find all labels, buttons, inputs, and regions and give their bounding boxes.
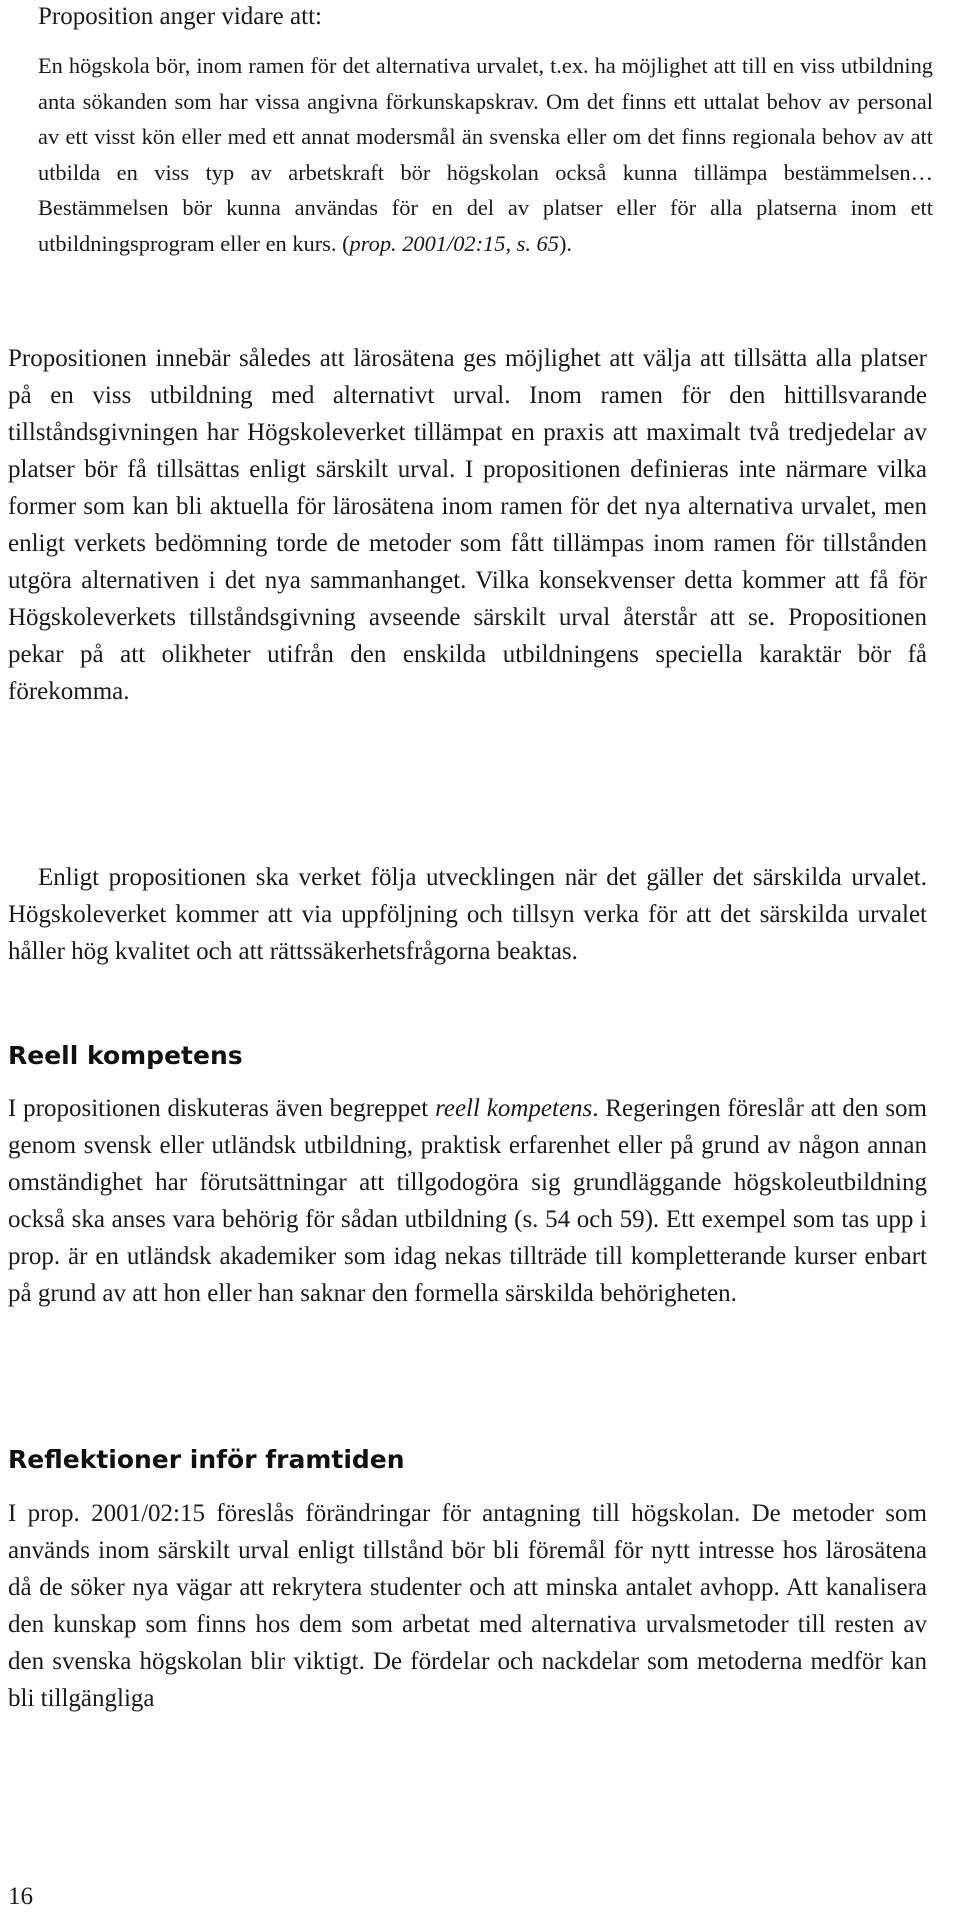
paragraph-reflektioner: I prop. 2001/02:15 föreslås förändringar för antagning till högskolan. De metoder som används inom särskilt urval enligt tillstånd bör bli föremål för nytt intresse hos lärosätena då de söker nya vägar att rekrytera studenter och att minska antalet avhopp. Att kanalisera den kunskap som finns hos dem som arbetat med alternativa urvalsmetoder till resten av den svenska högskolan blir viktigt. De fördelar och nackdelar som metoderna medför kan bli tillgängliga [8,1500,927,1712]
quote-reference: prop. 2001/02:15, s. 65 [349,230,559,256]
paragraph-enligt-propositionen: Enligt propositionen ska verket följa utvecklingen när det gäller det särskilda urvalet. Högskoleverket kommer att via uppföljning och tillsyn verka för att det särskilda urvalet håller hög kvalitet och att rättssäkerhetsfrågorna beaktas. [8,864,927,965]
paragraph-reell-kompetens [8,1090,927,1312]
intro-heading: Proposition anger vidare att: [38,3,322,30]
page-number: 16 [8,1883,33,1910]
quote-text: En högskola bör, inom ramen för det alternativa urvalet, t.ex. ha möjlighet att till en viss utbildning anta sökanden som har vissa angivna förkunskapskrav. Om det finns ett uttalat behov av personal av ett visst kön eller med ett annat modersmål än svenska eller om det finns regionala behov av att utbilda en viss typ av arbetskraft bör högskolan också kunna tillämpa bestämmelsen… Bestämmelsen bör kunna användas för en del av platser eller för alla platserna inom ett utbildningsprogram eller en kurs. ( [38,53,933,256]
quote-end: ). [558,230,573,256]
reell-term: reell kompetens [435,1095,593,1122]
paragraph-propositionen: Propositionen innebär således att lärosätena ges möjlighet att välja att tillsätta alla platser på en viss utbildning med alternativt urval. Inom ramen för den hittillsvarande tillståndsgivningen har Högskoleverket tillämpat en praxis att maximalt två tredjedelar av platser bör få tillsättas enligt särskilt urval. I propositionen definieras inte närmare vilka former som kan bli aktuella för lärosätena inom ramen för det nya alternativa urvalet, men enligt verkets bedömning torde de metoder som fått tillämpas inom ramen för tillstånden utgöra alternativen i det nya sammanhanget. Vilka konsekvenser detta kommer att få för Högskoleverkets tillståndsgivning avseende särskilt urval återstår att se. Propositionen pekar på att olikheter utifrån den enskilda utbildningens speciella karaktär bör få förekomma. [8,345,927,705]
reell-text-before: I propositionen diskuteras även begreppet [8,1095,436,1122]
proposition-quote [38,48,933,262]
section-heading-reell-kompetens: Reell kompetens [8,1041,243,1070]
reell-text-after: . Regeringen föreslår att den som genom svensk eller utländsk utbildning, praktisk erfarenhet eller på grund av någon annan omständighet har förutsättningar att tillgodogöra sig grundläggande högskoleutbildning också ska anses vara behörig för sådan utbildning (s. 54 och 59). Ett exempel som tas upp i prop. är en utländsk akademiker som idag nekas tillträde till kompletterande kurser enbart på grund av att hon eller han saknar den formella särskilda behörigheten. [8,1095,928,1307]
section-heading-reflektioner: Reflektioner inför framtiden [8,1445,405,1474]
